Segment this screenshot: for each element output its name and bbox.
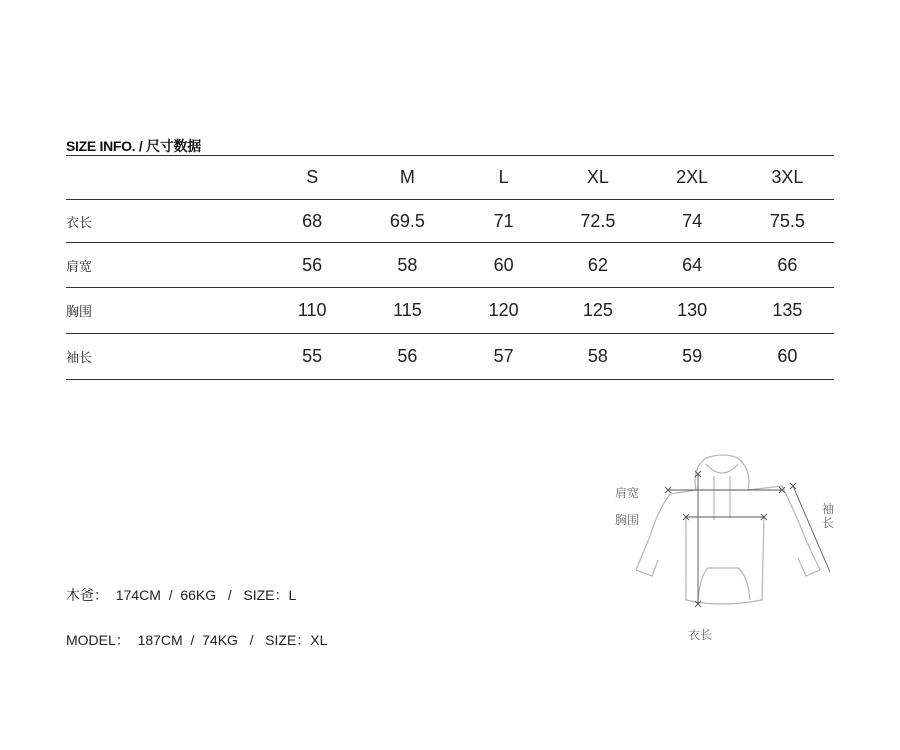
hoodie-measurement-diagram — [610, 450, 840, 650]
table-cell: 58 — [397, 254, 418, 275]
row-label: 袖长 — [66, 351, 93, 366]
table-cell: 72.5 — [580, 210, 616, 231]
row-label: 肩宽 — [66, 259, 93, 275]
shoulder-label: 肩宽 — [615, 486, 640, 500]
size-header-2xl: 2XL — [676, 167, 709, 187]
table-cell: 120 — [488, 300, 519, 320]
table-cell: 74 — [682, 210, 703, 231]
row-label: 衣长 — [66, 215, 93, 231]
row-label: 胸围 — [66, 305, 93, 320]
size-header-3xl: 3XL — [771, 167, 804, 187]
table-row-shoulder — [66, 243, 834, 288]
table-row-chest — [66, 288, 834, 334]
table-cell: 68 — [302, 210, 323, 231]
table-cell: 75.5 — [769, 210, 805, 231]
table-row-length — [66, 200, 834, 243]
size-table — [66, 155, 834, 380]
table-cell: 110 — [297, 300, 327, 320]
model-info-2: MODEL： 187CM / 74KG / SIZE：XL — [66, 632, 328, 648]
table-cell: 56 — [397, 346, 418, 366]
table-cell: 58 — [587, 346, 608, 366]
size-header-l: L — [498, 167, 509, 187]
table-cell: 125 — [582, 300, 613, 320]
header-blank — [66, 156, 265, 200]
table-cell: 71 — [493, 210, 514, 231]
table-cell: 64 — [682, 254, 703, 275]
table-cell: 56 — [302, 254, 323, 275]
table-cell: 130 — [677, 300, 708, 320]
hoodie-icon — [610, 450, 840, 650]
size-info-title: SIZE INFO. / 尺寸数据 — [66, 138, 201, 154]
table-cell: 60 — [777, 346, 798, 366]
size-header-xl: XL — [586, 167, 609, 187]
table-cell: 115 — [393, 300, 422, 320]
size-header-m: M — [399, 167, 415, 187]
table-cell: 57 — [493, 346, 514, 366]
length-label: 衣长 — [688, 628, 713, 642]
table-cell: 62 — [587, 254, 608, 275]
table-cell: 69.5 — [389, 210, 425, 231]
size-header-row — [66, 156, 834, 200]
size-header-s: S — [306, 167, 319, 187]
table-cell: 66 — [777, 254, 798, 275]
table-cell: 59 — [682, 346, 703, 366]
table-cell: 60 — [493, 254, 514, 275]
table-cell: 135 — [772, 300, 803, 320]
model-info-1: 木爸： 174CM / 66KG / SIZE：L — [66, 587, 297, 603]
table-row-sleeve — [66, 334, 834, 380]
chest-label: 胸围 — [615, 513, 640, 527]
sleeve-label-2: 长 — [822, 516, 835, 530]
table-cell: 55 — [302, 346, 323, 366]
sleeve-label-1: 袖 — [822, 502, 835, 516]
